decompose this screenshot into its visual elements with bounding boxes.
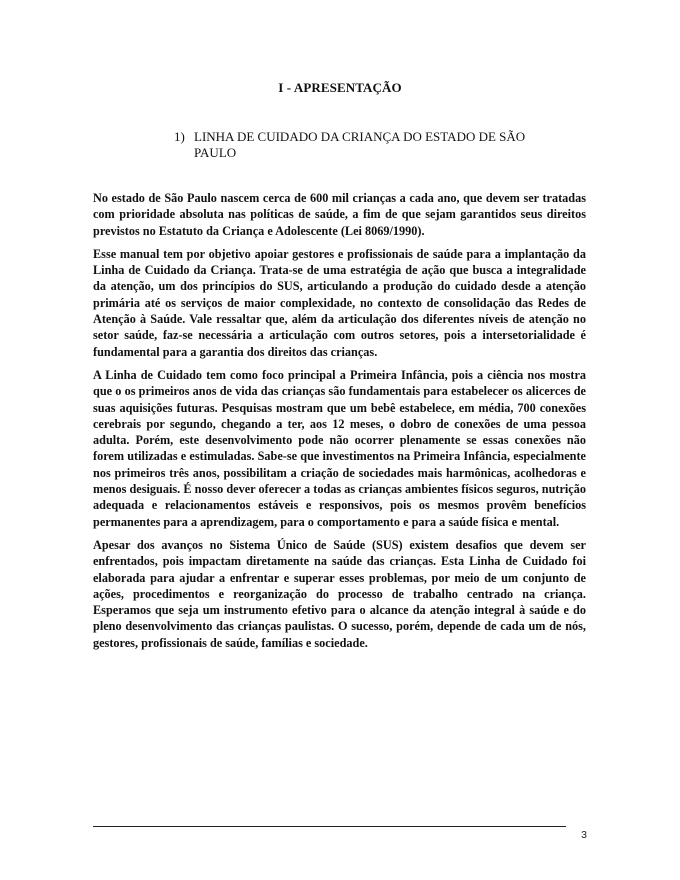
page-title: I - APRESENTAÇÃO	[278, 80, 402, 95]
section-title: LINHA DE CUIDADO DA CRIANÇA DO ESTADO DE SÃO PAULO	[194, 129, 526, 160]
section-number: 1)	[174, 129, 185, 144]
paragraph-4: Apesar dos avanços no Sistema Único de Saúde (SUS) existem desafios que devem ser enfrentados, pois impactam diretamente na saúde das crianças. Esta Linha de Cuidado foi elaborada para ajudar a enfrentar e superar esses problemas, por meio de um conjunto de ações, procedimentos e reorganização do processo de trabalho centrado na criança. Esperamos que seja um instrumento efetivo para o alcance da atenção integral à saúde e do pleno desenvolvimento das crianças paulistas. O sucesso, porém, depende de cada um de nós, gestores, profissionais de saúde, famílias e sociedade.	[93, 537, 586, 650]
paragraph-2: Esse manual tem por objetivo apoiar gestores e profissionais de saúde para a implantação da Linha de Cuidado da Criança. Trata-se de uma estratégia de ação que busca a integralidade da atenção, um dos princípios do SUS, articulando a produção do cuidado desde a atenção primária até os serviços de maior complexidade, no contexto de consolidação das Redes de Atenção à Saúde. Vale ressaltar que, além da articulação dos diferentes níveis de atenção no setor saúde, faz-se necessária a articulação com outros setores, pois a intersetorialidade é fundamental para a garantia dos direitos das crianças.	[93, 246, 586, 359]
paragraph-3: A Linha de Cuidado tem como foco principal a Primeira Infância, pois a ciência nos mostra que o os primeiros anos de vida das crianças são fundamentais para estabelecer os alicerces de suas aquisições futuras. Pesquisas mostram que um bebê estabelece, em média, 700 conexões cerebrais por segundo, chegando a ter, aos 12 meses, o dobro de conexões de uma pessoa adulta. Porém, este desenvolvimento pode não ocorrer plenamente se essas conexões não forem utilizadas e estimuladas. Sabe-se que investimentos na Primeira Infância, especialmente nos primeiros três anos, possibilitam a criação de sociedades mais harmônicas, acolhedoras e menos desiguais. É nosso dever oferecer a todas as crianças ambientes físicos seguros, nutrição adequada e relacionamentos estáveis e responsivos, pois os mesmos provêm benefícios permanentes para a aprendizagem, para o comportamento e para a saúde física e mental.	[93, 367, 586, 529]
footer-divider	[93, 826, 566, 827]
section-heading	[174, 129, 554, 161]
body-text	[93, 190, 586, 658]
paragraph-1: No estado de São Paulo nascem cerca de 600 mil crianças a cada ano, que devem ser tratadas com prioridade absoluta nas políticas de saúde, a fim de que sejam garantidos seus direitos previstos no Estatuto da Criança e Adolescente (Lei 8069/1990).	[93, 191, 586, 238]
page-number: 3	[581, 829, 587, 841]
